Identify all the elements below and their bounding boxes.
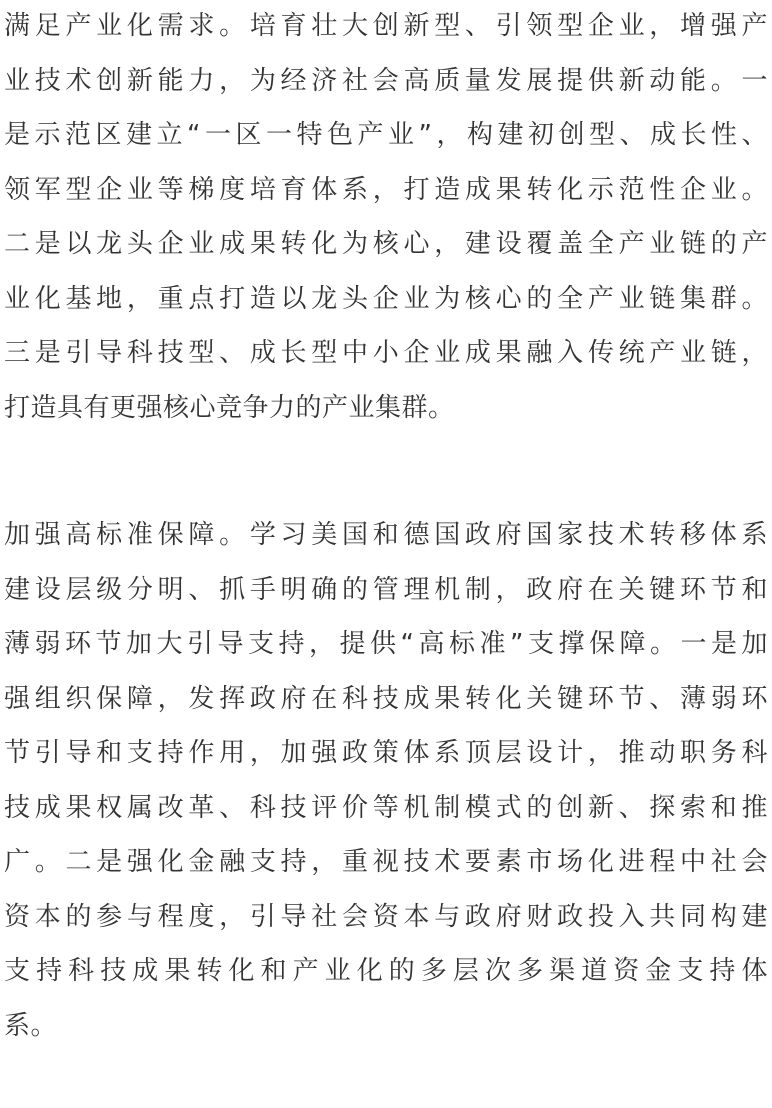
text-line: 二是以龙头企业成果转化为核心，建设覆盖全产业链的产 xyxy=(4,229,768,259)
text-line: 系。 xyxy=(4,1010,58,1041)
text-line: 节引导和支持作用，加强政策体系顶层设计，推动职务科 xyxy=(4,738,768,768)
text-line: 技成果权属改革、科技评价等机制模式的创新、探索和推 xyxy=(4,792,768,823)
text-line: 三是引导科技型、成长型中小企业成果融入传统产业链， xyxy=(4,338,768,368)
text-line: 建设层级分明、抓手明确的管理机制，政府在关键环节和 xyxy=(4,574,768,605)
paragraph-high-standard-guarantee xyxy=(4,508,768,1053)
text-line: 领军型企业等梯度培育体系，打造成果转化示范性企业。 xyxy=(4,174,768,205)
text-line: 薄弱环节加大引导支持，提供“高标准”支撑保障。一是加 xyxy=(4,629,768,659)
text-line: 支持科技成果转化和产业化的多层次多渠道资金支持体 xyxy=(4,956,768,986)
paragraph-industrialization xyxy=(4,0,768,435)
text-line: 资本的参与程度，引导社会资本与政府财政投入共同构建 xyxy=(4,901,768,932)
text-line: 业化基地，重点打造以龙头企业为核心的全产业链集群。 xyxy=(4,283,768,314)
text-line: 是示范区建立“一区一特色产业”，构建初创型、成长性、 xyxy=(4,120,768,150)
text-line: 业技术创新能力，为经济社会高质量发展提供新动能。一 xyxy=(4,65,768,96)
text-line: 广。二是强化金融支持，重视技术要素市场化进程中社会 xyxy=(4,847,768,877)
text-line: 满足产业化需求。培育壮大创新型、引领型企业，增强产 xyxy=(4,11,768,41)
text-line: 打造具有更强核心竞争力的产业集群。 xyxy=(4,392,455,423)
text-line: 强组织保障，发挥政府在科技成果转化关键环节、薄弱环 xyxy=(4,683,768,714)
text-line: 加强高标准保障。学习美国和德国政府国家技术转移体系 xyxy=(4,520,768,550)
